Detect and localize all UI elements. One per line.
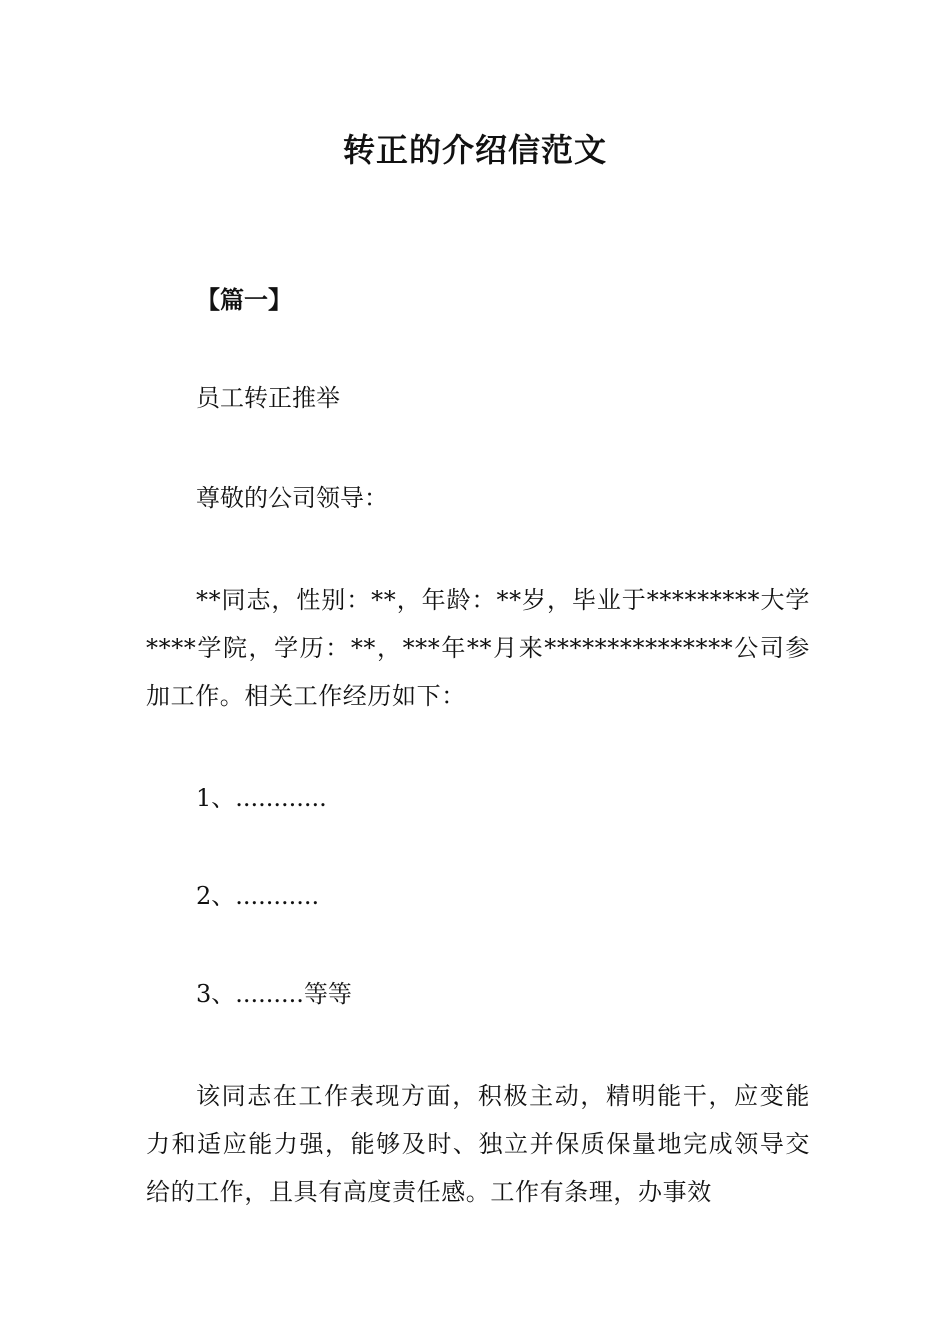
- document-title: 转正的介绍信范文: [342, 131, 607, 169]
- list-item: 1、............: [196, 784, 327, 812]
- salutation: 尊敬的公司领导：: [196, 484, 388, 512]
- intro-paragraph: **同志，性别：**，年龄：**岁，毕业于*********大学****学院，学历：**，***年**月来***************公司参加工作。相关工作经历如下：: [146, 586, 810, 710]
- performance-paragraph: 该同志在工作表现方面，积极主动，精明能干，应变能力和适应能力强，能够及时、独立并保质保量地完成领导交给的工作，且具有高度责任感。工作有条理，办事效: [146, 1082, 810, 1206]
- section-label: 【篇一】: [196, 286, 292, 314]
- letter-heading: 员工转正推举: [196, 384, 340, 412]
- list-item: 2、...........: [196, 882, 320, 910]
- list-item: 3、.........等等: [196, 980, 352, 1008]
